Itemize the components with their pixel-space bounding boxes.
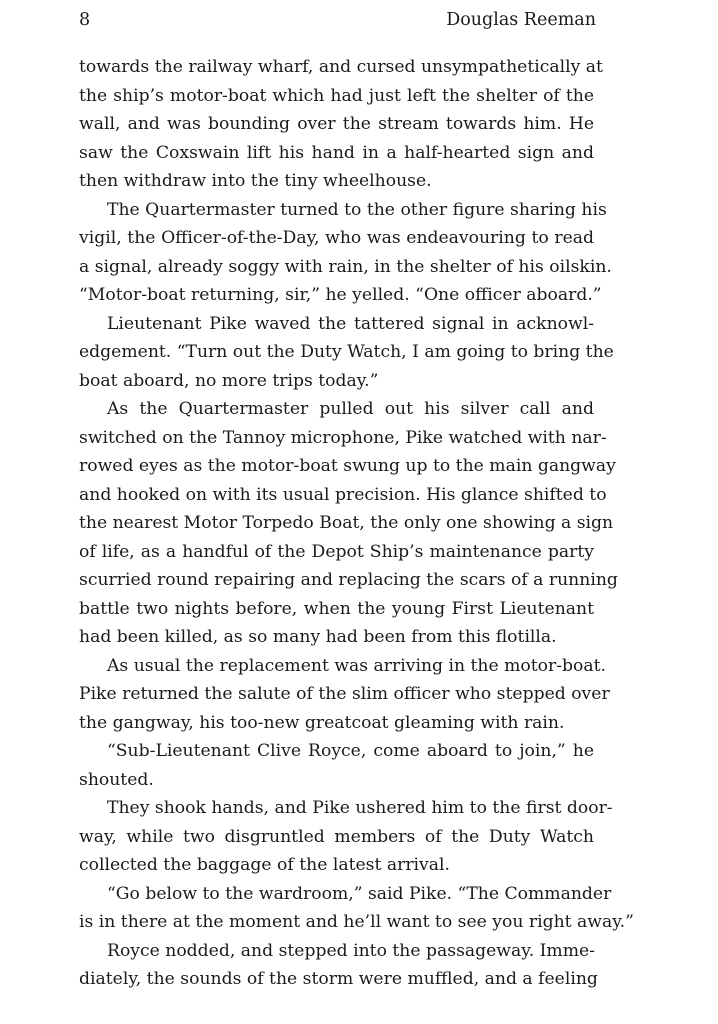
text-line: switched on the Tannoy microphone, Pike watched with nar-	[79, 427, 607, 448]
page-number: 8	[79, 10, 91, 30]
text-line: of life, as a handful of the Depot Ship’s maintenance party	[79, 541, 594, 562]
text-line: saw the Coxswain lift his hand in a half-hearted sign and	[79, 142, 594, 163]
text-line: is in there at the moment and he’ll want to see you right away.”	[79, 912, 634, 932]
text-line: Royce nodded, and stepped into the passageway. Imme-	[107, 940, 595, 961]
text-line: Lieutenant Pike waved the tattered signal in acknowl-	[107, 313, 594, 334]
text-line: Pike returned the salute of the slim officer who stepped over	[79, 684, 610, 704]
text-line: vigil, the Officer-of-the-Day, who was endeavouring to read	[79, 228, 594, 248]
paragraph	[79, 880, 634, 937]
text-line: diately, the sounds of the storm were muffled, and a feeling	[79, 969, 598, 989]
paragraph	[79, 937, 598, 994]
text-line: the gangway, his too-new greatcoat gleaming with rain.	[79, 712, 565, 733]
text-line: a signal, already soggy with rain, in the shelter of his oilskin.	[79, 256, 612, 277]
text-line: and hooked on with its usual precision. His glance shifted to	[79, 484, 607, 505]
text-line: the nearest Motor Torpedo Boat, the only one showing a sign	[79, 513, 614, 533]
text-line: collected the baggage of the latest arrival.	[79, 855, 450, 875]
text-line: The Quartermaster turned to the other figure sharing his	[107, 199, 607, 220]
text-line: “Motor-boat returning, sir,” he yelled. “One officer aboard.”	[79, 285, 602, 305]
running-author: Douglas Reeman	[446, 10, 596, 30]
text-line: “Go below to the wardroom,” said Pike. “The Commander	[107, 883, 612, 904]
text-line: towards the railway wharf, and cursed unsympathetically at	[79, 57, 603, 77]
paragraph	[79, 794, 613, 880]
text-line: boat aboard, no more trips today.”	[79, 370, 379, 391]
paragraph	[79, 652, 610, 738]
paragraph	[79, 196, 612, 310]
text-line: “Sub-Lieutenant Clive Royce, come aboard to join,” he	[107, 741, 594, 761]
text-line: wall, and was bounding over the stream towards him. He	[79, 114, 594, 134]
running-header	[79, 10, 596, 30]
body-text	[79, 53, 634, 994]
text-line: had been killed, as so many had been from this flotilla.	[79, 627, 557, 647]
text-line: the ship’s motor-boat which had just left the shelter of the	[79, 85, 594, 106]
text-line: way, while two disgruntled members of the Duty Watch	[79, 826, 594, 847]
paragraph	[79, 395, 618, 652]
text-line: rowed eyes as the motor-boat swung up to the main gangway	[79, 456, 616, 476]
text-line: They shook hands, and Pike ushered him to the first door-	[107, 798, 613, 818]
paragraph	[79, 737, 594, 794]
text-line: As the Quartermaster pulled out his silver call and	[107, 399, 594, 419]
paragraph	[79, 53, 603, 196]
text-line: scurried round repairing and replacing the scars of a running	[79, 570, 618, 590]
text-line: battle two nights before, when the young First Lieutenant	[79, 598, 594, 619]
text-line: then withdraw into the tiny wheelhouse.	[79, 171, 432, 191]
text-line: shouted.	[79, 769, 154, 790]
paragraph	[79, 310, 614, 396]
text-line: As usual the replacement was arriving in the motor-boat.	[107, 655, 607, 676]
text-line: edgement. “Turn out the Duty Watch, I am going to bring the	[79, 342, 614, 362]
